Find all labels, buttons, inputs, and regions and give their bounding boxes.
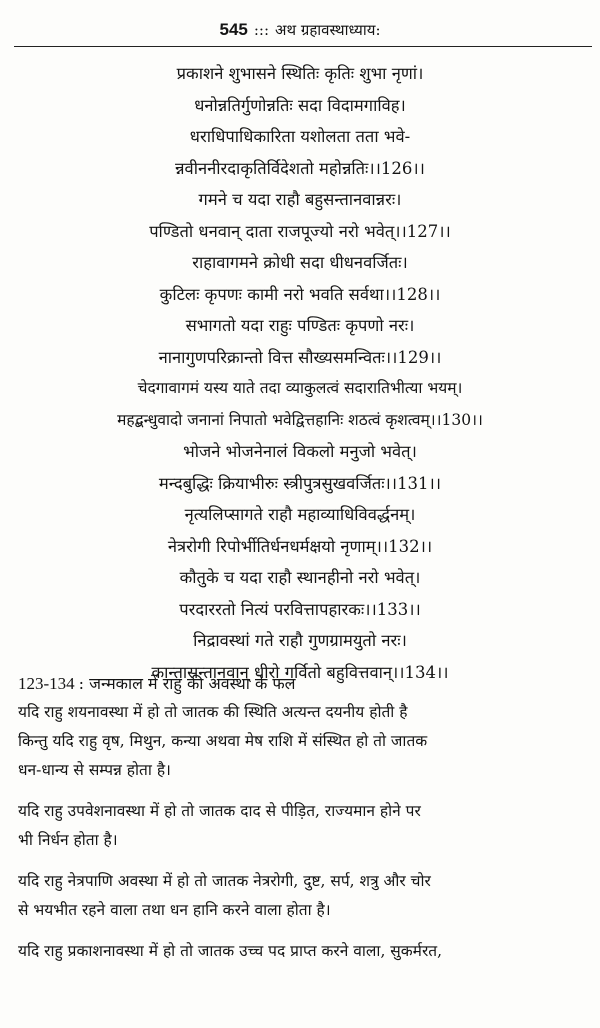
verse-line: कौतुके च यदा राहौ स्थानहीनो नरो भवेत्। [179,568,421,587]
commentary-paragraph [18,937,590,966]
verse-line: नानागुणपरिक्रान्तो वित्त सौख्यसमन्वितः।।129।। [158,347,442,367]
verse-line: न्नवीननीरदाकृतिर्विदेशतो महोन्नतिः।।126।। [175,158,425,178]
verse-line: धनोन्नतिर्गुणोन्नतिः सदा विदामगाविह। [194,95,406,115]
verse-line: राहावागमने क्रोधी सदा धीधनवर्जितः। [192,253,408,272]
header-rule [14,46,592,47]
commentary-heading: : जन्मकाल में राहु की अवस्था के फल [78,674,296,693]
verse-line: धराधिपाधिकारिता यशोलता तता भवे- [189,127,411,146]
commentary-title [18,672,590,696]
commentary-section [18,672,590,966]
page-header [0,20,600,40]
paragraph-line: यदि राहु प्रकाशनावस्था में हो तो जातक उच्च पद प्राप्त करने वाला, सुकर्मरत, [18,942,443,960]
verse-line: कुटिलः कृपणः कामी नरो भवति सर्वथा।।128।। [159,284,441,304]
verse-line: नृत्यलिप्सागते राहौ महाव्याधिविवर्द्धनम्। [184,505,416,524]
commentary-paragraph [18,797,590,855]
verse-line: कान्तासन्तानवान् धीरो गर्वितो बहुवित्तवान्।।134।। [151,662,449,682]
verse-line: निद्रावस्थां गते राहौ गुणग्रामयुतो नरः। [193,631,407,650]
paragraph-line: यदि राहु शयनावस्था में हो तो जातक की स्थिति अत्यन्त दयनीय होती है [18,703,408,721]
verse-block [0,58,600,688]
verse-line: परदाररतो नित्यं परवित्तापहारकः।।133।। [179,599,421,619]
paragraph-line: धन-धान्य से सम्पन्न होता है। [18,761,171,779]
verse-line: महद्बन्धुवादो जनानां निपातो भवेद्वित्तहानिः शठत्वं कृशत्वम्।।130।। [117,410,483,429]
verse-line: चेदगावागमं यस्य याते तदा व्याकुलत्वं सदारातिभीत्या भयम्। [137,379,463,397]
commentary-paragraph [18,867,590,925]
verse-range: 123-134 [18,674,75,693]
header-separator: ::: [253,21,270,39]
paragraph-line: से भयभीत रहने वाला तथा धन हानि करने वाला होता है। [18,901,331,919]
commentary-paragraph [18,698,590,785]
paragraph-line: यदि राहु नेत्रपाणि अवस्था में हो तो जातक नेत्ररोगी, दुष्ट, सर्प, शत्रु और चोर [18,872,431,890]
verse-line: भोजने भोजनेनालं विकलो मनुजो भवेत्। [183,442,417,461]
verse-line: नेत्ररोगी रिपोर्भीतिर्धनधर्मक्षयो नृणाम्।।132।। [167,536,433,556]
verse-line: सभागतो यदा राहुः पण्डितः कृपणो नरः। [185,316,415,335]
verse-line: मन्दबुद्धिः क्रियाभीरुः स्त्रीपुत्रसुखवर्जितः।।131।। [158,473,442,493]
paragraph-line: भी निर्धन होता है। [18,831,118,849]
paragraph-line: किन्तु यदि राहु वृष, मिथुन, कन्या अथवा मेष राशि में संस्थित हो तो जातक [18,732,428,750]
verse-line: प्रकाशने शुभासने स्थितिः कृतिः शुभा नृणां। [176,64,424,83]
verse-line: गमने च यदा राहौ बहुसन्तानवान्नरः। [198,190,402,209]
paragraph-line: यदि राहु उपवेशनावस्था में हो तो जातक दाद से पीड़ित, राज्यमान होने पर [18,802,421,820]
chapter-title: अथ ग्रहावस्थाध्याय: [275,21,381,39]
verse-line: पण्डितो धनवान् दाता राजपूज्यो नरो भवेत्।।127।। [149,221,451,241]
page-number: 545 [219,20,248,39]
